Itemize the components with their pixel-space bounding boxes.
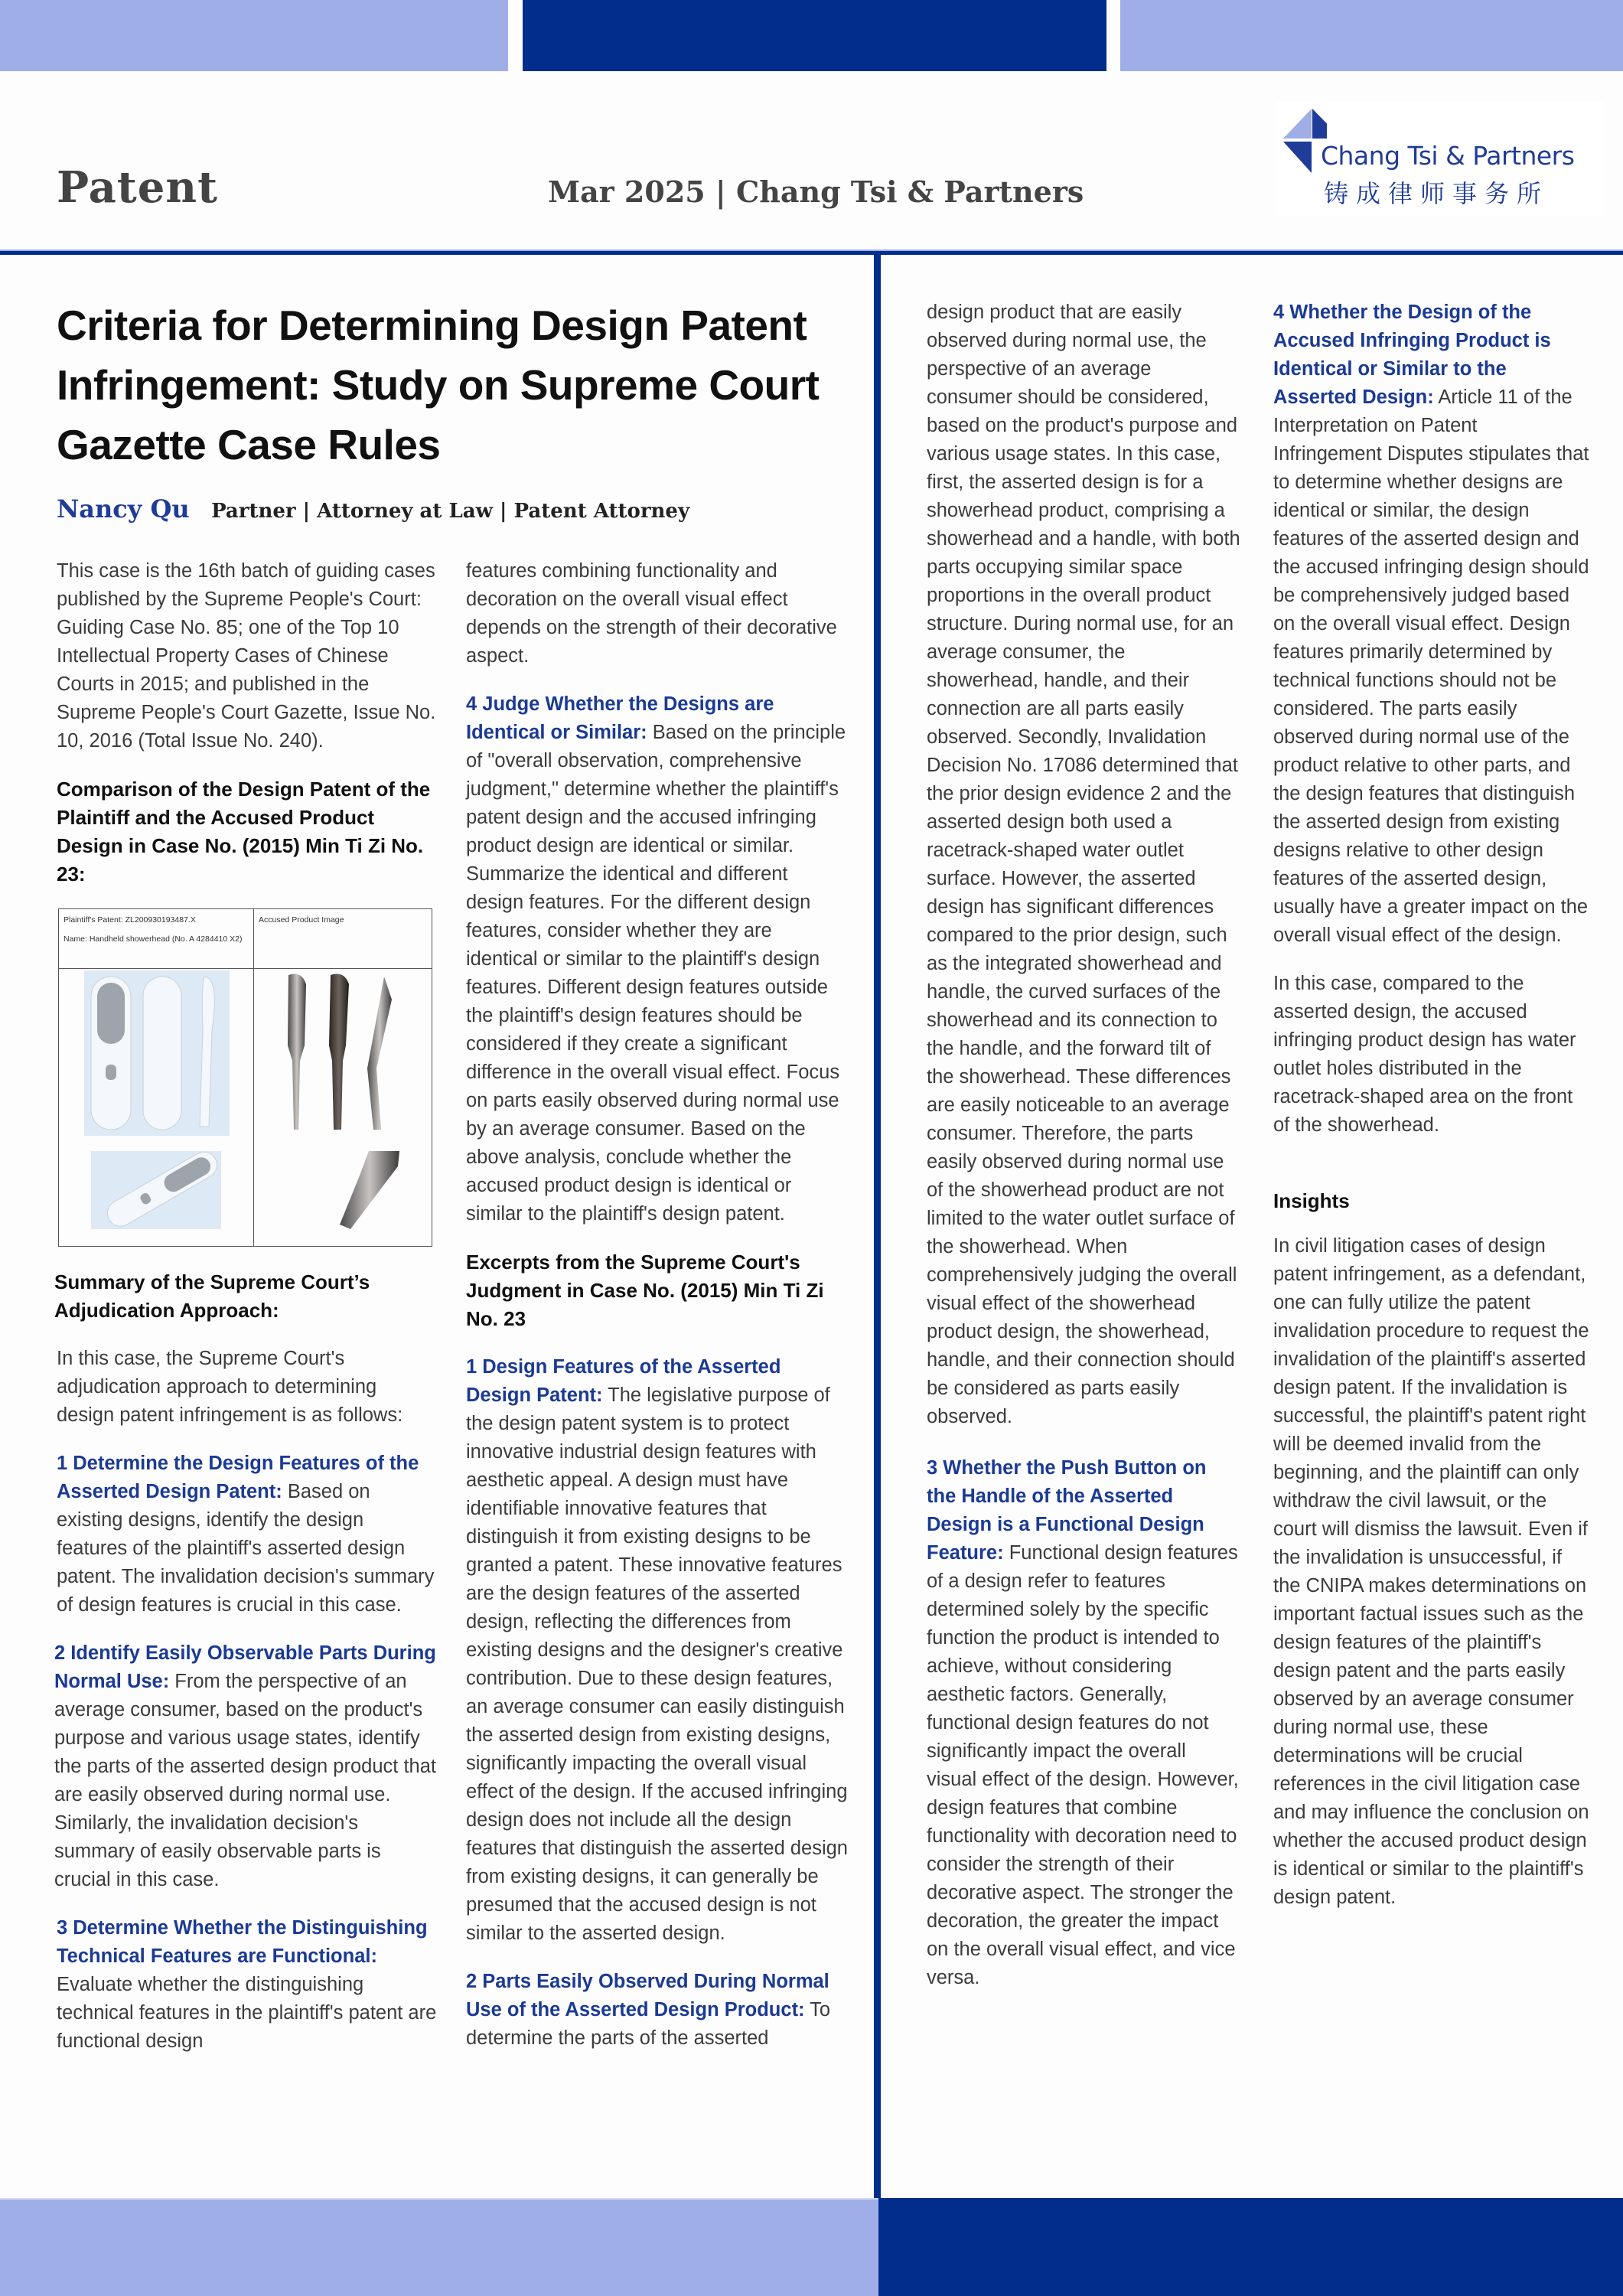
step-4-text: Based on the principle of "overall observation, comprehensive judgment," determine whether the plaintiff's patent design and the accused infringing product design are identical or similar. Summarize the identical and different design features. For the different design features, consider whether they are identical or similar to the plaintiff's design features. Different design features outside the plaintiff's design features should be considered if they create a significant difference in the overall visual effect. Focus on parts easily observed during normal use by an average consumer. Based on the above analysis, conclude whether the accused product design is identical or similar to the plaintiff's design patent. — [466, 722, 846, 1225]
logo-chinese-name: 铸成律师事务所 — [1324, 179, 1550, 208]
column-4 — [1273, 298, 1591, 1932]
top-bar-left — [0, 0, 508, 71]
column-1 — [54, 557, 439, 2076]
table-header-plaintiff — [59, 909, 254, 969]
step-2 — [54, 1639, 439, 1894]
step-1 — [57, 1450, 439, 1619]
excerpt-4 — [1273, 298, 1591, 950]
top-bar-center — [523, 0, 1106, 71]
excerpt-3-label: 3 Whether the Push Button on the Handle of the Asserted Design is a Functional Design Feature: — [927, 1457, 1207, 1564]
excerpt-2-label: 2 Parts Easily Observed During Normal Use of the Asserted Design Product: — [466, 1971, 829, 2020]
header-divider — [0, 249, 1623, 255]
excerpt-2-continued: design product that are easily observed during normal use, the perspective of an average consumer should be considered, based on the product's purpose and various usage states. In this case, first, the asserted design is for a showerhead product, comprising a showerhead and a handle, with both parts occupying similar space proportions in the overall product structure. During normal use, for an average consumer, the showerhead, handle, and their connection are all parts easily observed. Secondly, Invalidation Decision No. 17086 determined that the prior design evidence 2 and the asserted design both used a racetrack-shaped water outlet surface. However, the asserted design has significant differences compared to the prior design, such as the integrated showerhead and handle, the curved surfaces of the showerhead and its connection to the handle, and the forward tilt of the showerhead. These differences are easily noticeable to an average consumer. Therefore, the parts easily observed during normal use of the showerhead product are not limited to the water outlet surface of the showerhead. When comprehensively judging the overall visual effect of the showerhead product design, the showerhead, handle, and their connection should be considered as parts easily observed. — [927, 302, 1240, 1427]
plaintiff-patent-name: Name: Handheld showerhead (No. A 4284410 X2) — [64, 934, 243, 944]
summary-intro: In this case, the Supreme Court's adjudication approach to determining design patent infringement is as follows: — [57, 1348, 403, 1426]
logo-english-name: Chang Tsi & Partners — [1321, 141, 1575, 171]
step-4 — [466, 690, 849, 1228]
top-bar-right — [1120, 0, 1623, 71]
step-3-continued: features combining functionality and decoration on the overall visual effect depends on the strength of their decorative aspect. — [466, 560, 837, 667]
accused-image-cell — [254, 969, 432, 1247]
table-header-accused — [254, 909, 432, 969]
step-3 — [57, 1914, 439, 2056]
step-1-label: 1 Determine the Design Features of the Asserted Design Patent: — [57, 1453, 419, 1502]
excerpt-4-text: Article 11 of the Interpretation on Patent Infringement Disputes stipulates that to determine whether designs are identical or similar, the design features of the asserted design and the accused infringing design should be comprehensively judged based on the overall visual effect. Design features primarily determined by technical functions should not be considered. The parts easily observed during normal use of the product relative to other parts, and the design features that distinguish the asserted design from existing designs relative to other design features of the asserted design, usually have a greater impact on the overall visual effect of the design. — [1273, 386, 1589, 946]
excerpt-4-label: 4 Whether the Design of the Accused Infringing Product is Identical or Similar to the Asserted Design: — [1273, 302, 1551, 408]
byline — [57, 494, 689, 523]
step-1-text: Based on existing designs, identify the design features of the plaintiff's asserted design patent. The invalidation decision's summary of design features is crucial in this case. — [57, 1481, 435, 1616]
section-label: Patent — [57, 162, 218, 213]
bottom-bar-right — [878, 2198, 1623, 2296]
excerpt-1-text: The legislative purpose of the design patent system is to protect innovative industrial design features with aesthetic appeal. A design must have identifiable innovative features that distinguish it from existing designs to be granted a patent. These innovative features are the design features of the asserted design, reflecting the differences from existing designs and the designer's creative contribution. Due to these design features, an average consumer can easily distinguish the asserted design from existing designs, significantly impacting the overall visual effect of the design. If the accused infringing design does not include all the design features that distinguish the asserted design from existing designs, it can generally be presumed that the accused design is not similar to the asserted design. — [466, 1384, 848, 1944]
plaintiff-showerhead-image — [59, 969, 253, 1238]
insights-heading: Insights — [1273, 1189, 1350, 1212]
author-roles: Partner | Attorney at Law | Patent Attorney — [211, 500, 690, 523]
step-4-label: 4 Judge Whether the Designs are Identical or Similar: — [466, 693, 774, 743]
summary-heading: Summary of the Supreme Court’s Adjudication Approach: — [54, 1270, 370, 1322]
step-2-text: From the perspective of an average consumer, based on the product's purpose and various usage states, identify the parts of the asserted design product that are easily observed during normal use. Similarly, the invalidation decision's summary of easily observable parts is crucial in this case. — [54, 1671, 436, 1890]
case-conclusion: In this case, compared to the asserted design, the accused infringing product design has water outlet holes distributed in the racetrack-shaped area on the front of the showerhead. — [1273, 973, 1576, 1136]
excerpt-1 — [466, 1353, 849, 1948]
accused-product-label: Accused Product Image — [259, 915, 344, 925]
author-name: Nancy Qu — [57, 494, 190, 523]
excerpt-1-label: 1 Design Features of the Asserted Design Patent: — [466, 1356, 781, 1406]
excerpt-3-text: Functional design features of a design refer to features determined solely by the specific function the product is intended to achieve, without considering aesthetic factors. Generally, functional design features do not significantly impact the overall visual effect of the design. However, design features that combine functionality with decoration need to consider the strength of their decorative aspect. The stronger the decoration, the greater the impact on the overall visual effect, and vice versa. — [927, 1542, 1239, 1988]
intro-paragraph: This case is the 16th batch of guiding cases published by the Supreme People's Court: Guiding Case No. 85; one of the Top 10 Intellectual Property Cases of Chinese Courts in 2015; and published in the Supreme People's Court Gazette, Issue No. 10, 2016 (Total Issue No. 240). — [57, 560, 436, 752]
column-divider — [874, 253, 881, 2199]
excerpt-2 — [466, 1968, 849, 2053]
logo-mark-icon — [1281, 104, 1327, 181]
step-3-label: 3 Determine Whether the Distinguishing Technical Features are Functional: — [57, 1917, 428, 1967]
comparison-heading: Comparison of the Design Patent of the Plaintiff and the Accused Product Design in Case No. (2015) Min Ti Zi No. 23: — [57, 778, 431, 885]
article-title: Criteria for Determining Design Patent Infringement: Study on Supreme Court Gazette Case Rules — [57, 302, 820, 468]
excerpt-2-text: To determine the parts of the asserted — [466, 1999, 831, 2049]
bottom-bar-left — [0, 2198, 878, 2296]
excerpts-heading: Excerpts from the Supreme Court's Judgment in Case No. (2015) Min Ti Zi No. 23 — [466, 1251, 824, 1330]
column-3 — [927, 298, 1240, 2012]
issue-line: Mar 2025 | Chang Tsi & Partners — [548, 174, 1084, 209]
comparison-table — [58, 908, 432, 1247]
plaintiff-image-cell — [59, 969, 254, 1247]
insights-paragraph: In civil litigation cases of design patent infringement, as a defendant, one can fully utilize the patent invalidation procedure to request the invalidation of the plaintiff's asserted design patent. If the invalidation is successful, the plaintiff's patent right will be deemed invalid from the beginning, and the plaintiff can only withdraw the civil lawsuit, or the court will dismiss the lawsuit. Even if the invalidation is unsuccessful, if the CNIPA makes determinations on important factual issues such as the design features of the plaintiff's design patent and the parts easily observed by an average consumer during normal use, these determinations will be crucial references in the civil litigation case and may influence the conclusion on whether the accused product design is identical or similar to the plaintiff's design patent. — [1273, 1235, 1589, 1908]
plaintiff-patent-number: Plaintiff's Patent: ZL200930193487.X — [64, 915, 196, 925]
column-2 — [466, 557, 849, 2073]
firm-logo — [1276, 101, 1604, 216]
excerpt-3 — [927, 1454, 1240, 1992]
accused-showerhead-image — [254, 969, 432, 1238]
step-2-label: 2 Identify Easily Observable Parts During Normal Use: — [54, 1642, 436, 1692]
step-3-text: Evaluate whether the distinguishing technical features in the plaintiff's patent are functional design — [57, 1974, 437, 2052]
